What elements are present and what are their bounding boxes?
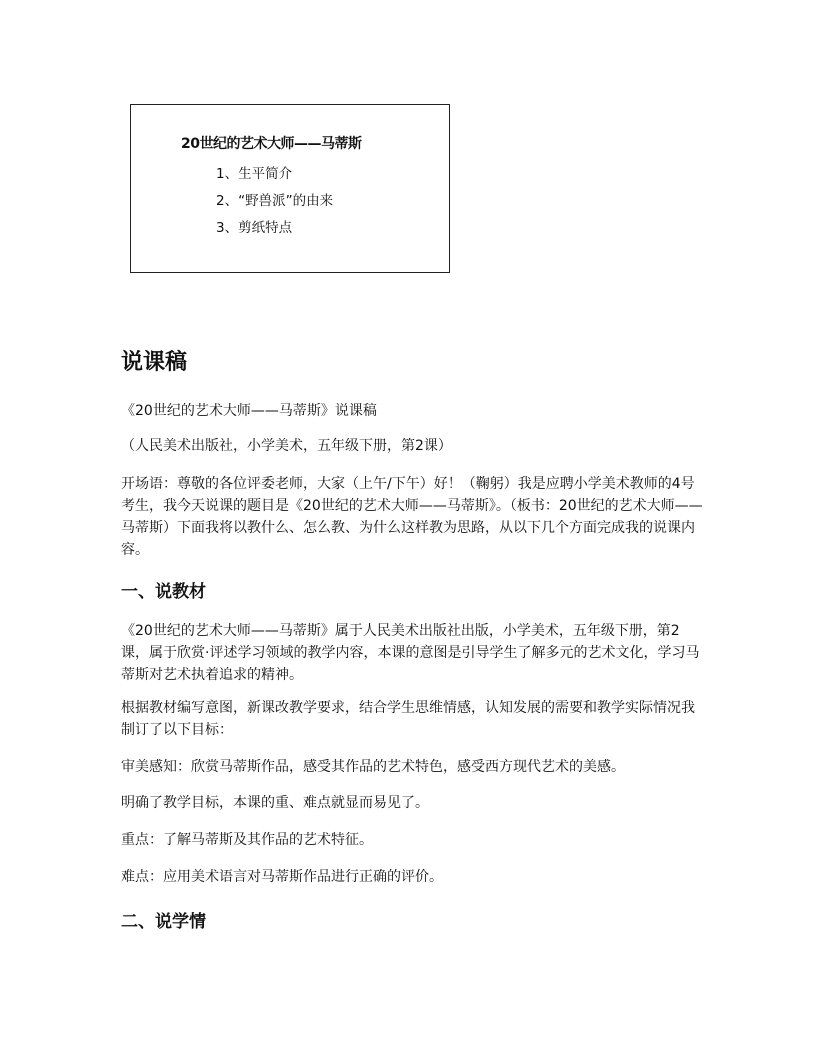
textbook-paragraph: 《20世纪的艺术大师——马蒂斯》属于人民美术出版社出版，小学美术，五年级下册，第2课，属于欣赏·评述学习领域的教学内容，本课的意图是引导学生了解多元的艺术文化，学习马蒂斯对艺术执着追求的精神。 — [121, 623, 700, 683]
outline-title: 20世纪的艺术大师——马蒂斯 — [181, 136, 362, 152]
publisher-info: （人民美术出版社，小学美术，五年级下册，第2课） — [121, 438, 452, 454]
section-heading-students: 二、说学情 — [121, 912, 206, 932]
opening-paragraph: 开场语：尊敬的各位评委老师，大家（上午/下午）好！（鞠躬）我是应聘小学美术教师的4号考生，我今天说课的题目是《20世纪的艺术大师——马蒂斯》。（板书：20世纪的艺术大师——马蒂斯）下面我将以教什么、怎么教、为什么这样教为思路，从以下几个方面完成我的说课内容。 — [121, 476, 703, 558]
outline-item: 2、“野兽派”的由来 — [216, 193, 334, 209]
outline-box — [130, 104, 450, 273]
section-heading-textbook: 一、说教材 — [121, 582, 206, 602]
objectives-intro: 根据教材编写意图，新课改教学要求，结合学生思维情感，认知发展的需要和教学实际情况我制订了以下目标： — [121, 700, 695, 738]
aesthetic-goal: 审美感知：欣赏马蒂斯作品，感受其作品的艺术特色，感受西方现代艺术的美感。 — [121, 759, 625, 775]
key-point: 重点：了解马蒂斯及其作品的艺术特征。 — [121, 832, 373, 848]
key-points-intro: 明确了教学目标，本课的重、难点就显而易见了。 — [121, 795, 429, 811]
difficult-point: 难点：应用美术语言对马蒂斯作品进行正确的评价。 — [121, 869, 443, 885]
outline-item: 1、生平简介 — [216, 166, 293, 182]
document-title: 说课稿 — [121, 350, 188, 375]
lesson-title-paragraph: 《20世纪的艺术大师——马蒂斯》说课稿 — [121, 403, 377, 419]
outline-item: 3、剪纸特点 — [216, 220, 293, 236]
